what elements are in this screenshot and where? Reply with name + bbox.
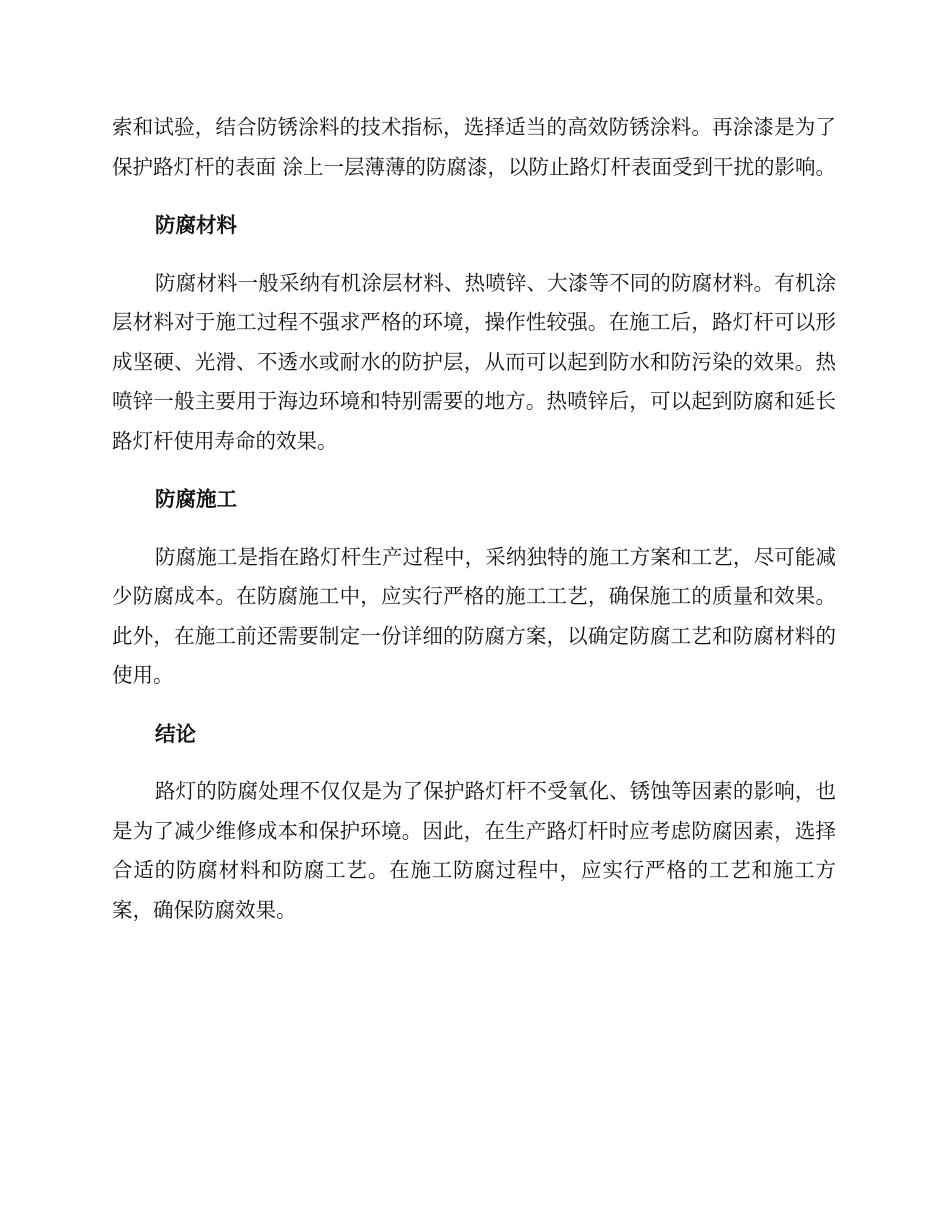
section-body-materials: 防腐材料一般采纳有机涂层材料、热喷锌、大漆等不同的防腐材料。有机涂层材料对于施工过程不强求严格的环境，操作性较强。在施工后，路灯杆可以形成坚硬、光滑、不透水或耐水的防护层，从而可以起到防水和防污染的效果。热喷锌一般主要用于海边环境和特别需要的地方。热喷锌后，可以起到防腐和延长路灯杆使用寿命的效果。 bbox=[112, 270, 836, 453]
section-heading-conclusion: 结论 bbox=[155, 721, 196, 746]
intro-paragraph: 索和试验，结合防锈涂料的技术指标，选择适当的高效防锈涂料。再涂漆是为了保护路灯杆的表面 涂上一层薄薄的防腐漆，以防止路灯杆表面受到干扰的影响。 bbox=[112, 115, 837, 179]
section-body-construction: 防腐施工是指在路灯杆生产过程中，采纳独特的施工方案和工艺，尽可能减少防腐成本。在防腐施工中，应实行严格的施工工艺，确保施工的质量和效果。此外，在施工前还需要制定一份详细的防腐方案，以确定防腐工艺和防腐材料的使用。 bbox=[112, 544, 836, 687]
section-heading-materials: 防腐材料 bbox=[155, 213, 237, 237]
section-heading-construction: 防腐施工 bbox=[155, 487, 237, 511]
document-page bbox=[112, 108, 836, 930]
section-body-conclusion: 路灯的防腐处理不仅仅是为了保护路灯杆不受氧化、锈蚀等因素的影响，也是为了减少维修成本和保护环境。因此，在生产路灯杆时应考虑防腐因素，选择合适的防腐材料和防腐工艺。在施工防腐过程中，应实行严格的工艺和施工方案，确保防腐效果。 bbox=[112, 779, 836, 922]
